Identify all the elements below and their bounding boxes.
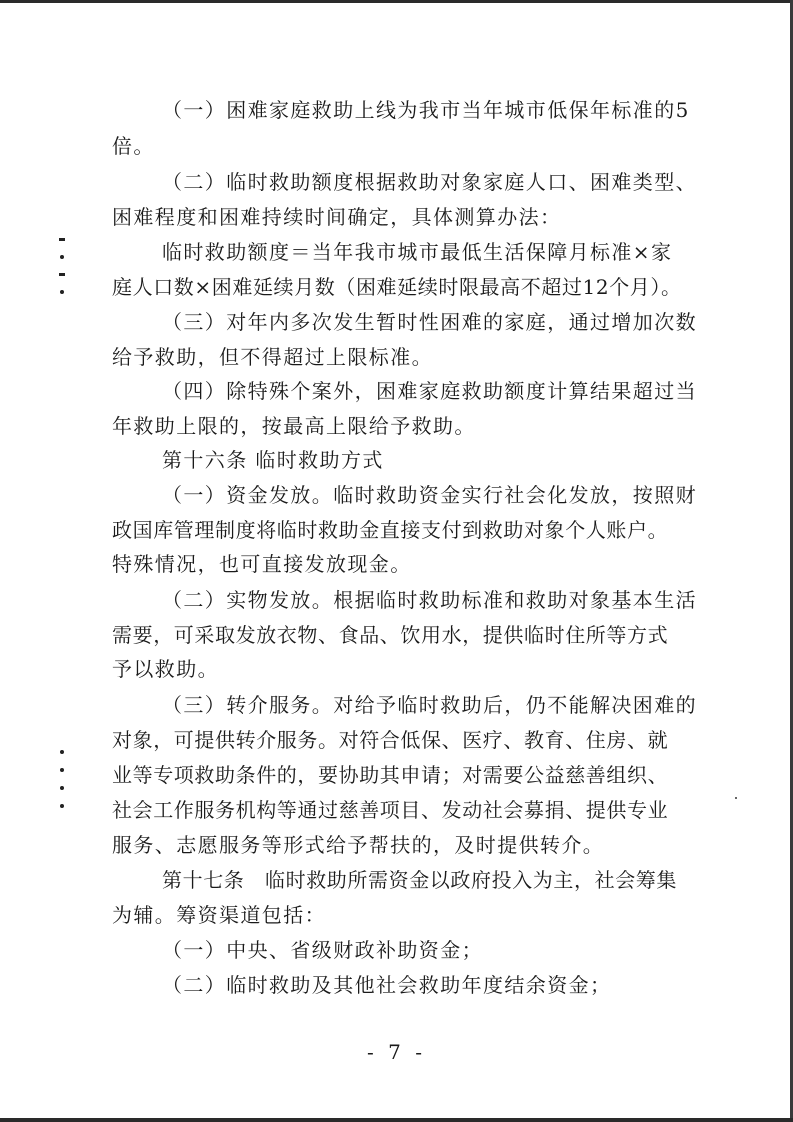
article-heading: 第十六条 临时救助方式 — [162, 448, 384, 472]
binding-mark — [60, 804, 64, 808]
paragraph-line: 庭人口数×困难延续月数（困难延续时限最高不超过12个月）。 — [112, 275, 682, 299]
paragraph-line: 对象，可提供转介服务。对符合低保、医疗、教育、住房、就 — [112, 728, 669, 752]
paragraph-line: （三）转介服务。对给予临时救助后，仍不能解决困难的 — [162, 693, 697, 717]
article-heading: 第十七条 临时救助所需资金以政府投入为主，社会筹集 — [162, 868, 677, 892]
paragraph-line: （一）困难家庭救助上线为我市当年城市低保年标准的5 — [162, 98, 690, 122]
binding-mark — [60, 768, 64, 772]
binding-holes-lower — [58, 750, 68, 822]
paragraph-line: （二）临时救助及其他社会救助年度结余资金； — [162, 973, 612, 997]
paragraph-line: 特殊情况，也可直接发放现金。 — [112, 552, 412, 576]
binding-mark — [59, 273, 65, 276]
binding-mark — [60, 786, 64, 790]
scan-edge-top — [0, 0, 793, 3]
binding-mark — [59, 238, 65, 241]
paragraph-line: 政国库管理制度将临时救助金直接支付到救助对象个人账户。 — [112, 518, 669, 542]
binding-mark — [60, 750, 64, 754]
paragraph-line: 困难程度和困难持续时间确定，具体测算办法： — [112, 205, 562, 229]
paragraph-line: 给予救助，但不得超过上限标准。 — [112, 345, 433, 369]
scan-speck — [735, 797, 737, 799]
paragraph-line: （一）中央、省级财政补助资金； — [162, 938, 483, 962]
paragraph-line: 为辅。筹资渠道包括： — [112, 903, 326, 927]
paragraph-line: 需要，可采取发放衣物、食品、饮用水，提供临时住所等方式 — [112, 623, 669, 647]
scan-edge-bottom — [0, 1118, 793, 1122]
paragraph-line: 倍。 — [112, 134, 155, 158]
paragraph-line: （四）除特殊个案外，困难家庭救助额度计算结果超过当 — [162, 379, 697, 403]
paragraph-line: 业等专项救助条件的，要协助其申请；对需要公益慈善组织、 — [112, 763, 669, 787]
paragraph-line: （一）资金发放。临时救助资金实行社会化发放，按照财 — [162, 483, 697, 507]
binding-mark — [60, 255, 64, 259]
paragraph-line: 社会工作服务机构等通过慈善项目、发动社会募捐、提供专业 — [112, 798, 669, 822]
paragraph-line: 年救助上限的，按最高上限给予救助。 — [112, 414, 476, 438]
paragraph-line: （三）对年内多次发生暂时性困难的家庭，通过增加次数 — [162, 310, 697, 334]
paragraph-line: 临时救助额度＝当年我市城市最低生活保障月标准×家 — [162, 240, 673, 264]
paragraph-line: （二）临时救助额度根据救助对象家庭人口、困难类型、 — [162, 170, 697, 194]
binding-mark — [60, 290, 64, 294]
paragraph-line: 服务、志愿服务等形式给予帮扶的，及时提供转介。 — [112, 833, 605, 857]
paragraph-line: 予以救助。 — [112, 657, 219, 681]
page-number: - 7 - — [367, 1040, 426, 1064]
paragraph-line: （二）实物发放。根据临时救助标准和救助对象基本生活 — [162, 588, 697, 612]
binding-holes-upper — [58, 238, 68, 308]
